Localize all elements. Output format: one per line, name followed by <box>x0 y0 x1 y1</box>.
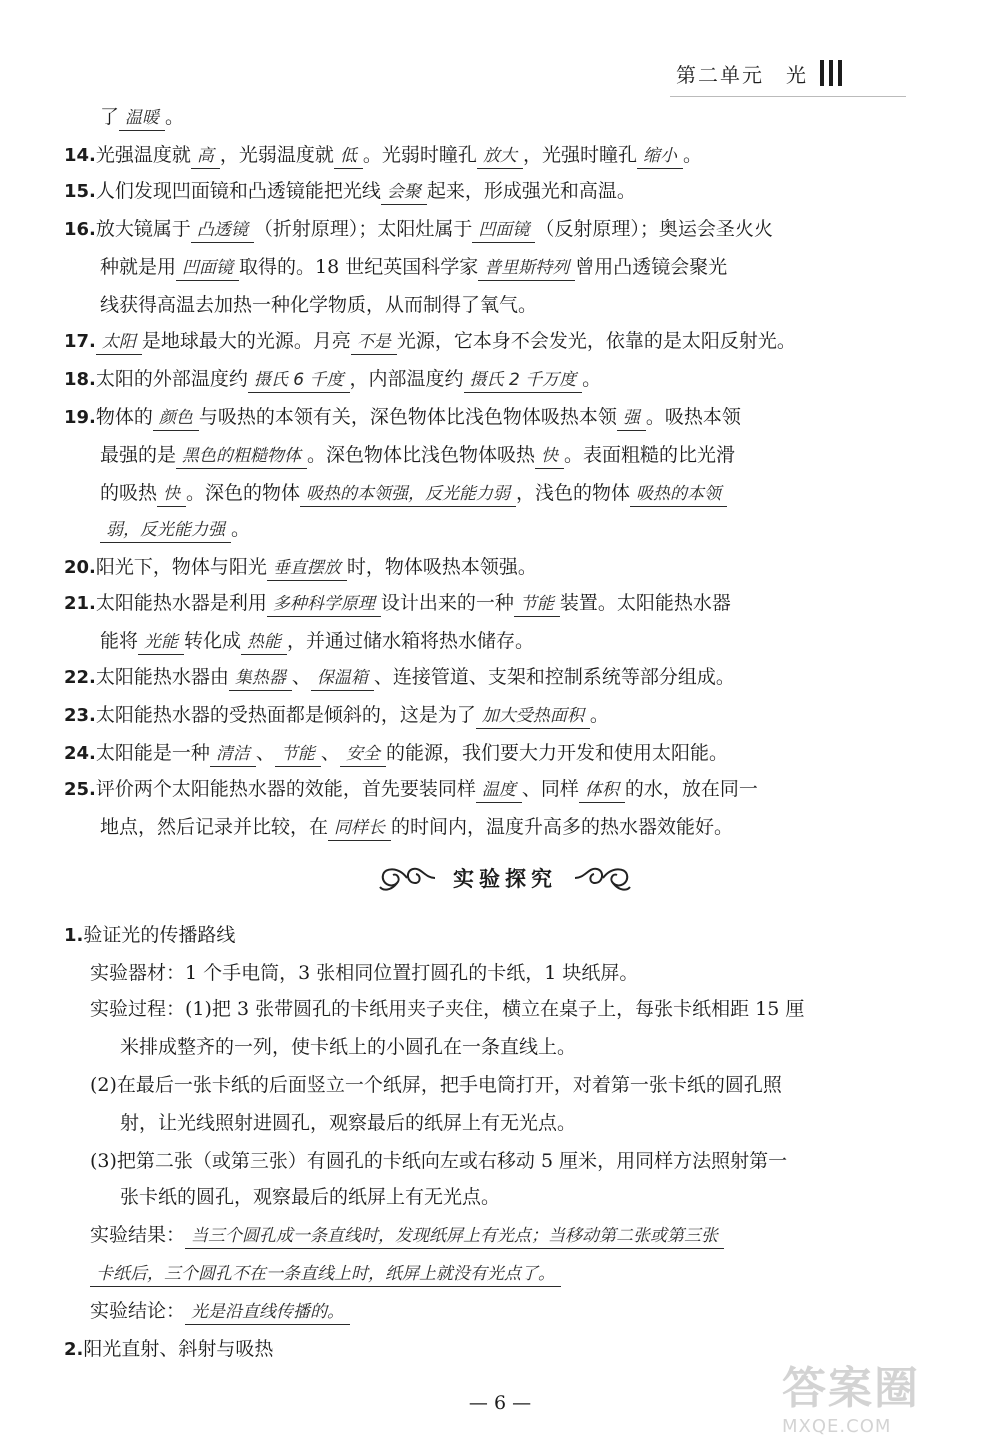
question-number: 15. <box>64 181 96 202</box>
question-text: 。 <box>589 704 609 726</box>
question-text: 射，让光线照射进圆孔，观察最后的纸屏上有无光点。 <box>120 1112 577 1134</box>
question-text: 。 <box>582 368 602 390</box>
answer-blank: 温度 <box>476 778 522 803</box>
fill-in-line <box>100 440 735 470</box>
question-number: 24. <box>64 743 96 764</box>
fill-in-line <box>64 140 702 170</box>
fill-in-line <box>64 700 609 730</box>
question-number: 16. <box>64 219 96 240</box>
question-text: 的吸热 <box>100 482 158 504</box>
answer-blank: 放大 <box>477 144 523 169</box>
answer-blank: 吸热的本领强，反光能力弱 <box>300 482 516 507</box>
fill-in-line <box>64 326 796 356</box>
answer-blank: 快 <box>157 482 186 507</box>
answer-blank: 摄氏 6 千度 <box>248 368 350 393</box>
question-text: 。深色的物体 <box>186 482 301 504</box>
question-text: 。 <box>682 144 702 166</box>
experiment-line <box>90 1146 787 1176</box>
answer-blank: 凹面镜 <box>176 256 239 281</box>
watermark-text: 答案圈 <box>782 1363 920 1414</box>
answer-blank: 高 <box>191 144 220 169</box>
question-text: (3)把第二张（或第三张）有圆孔的卡纸向左或右移动 5 厘米，用同样方法照射第一 <box>90 1150 788 1172</box>
answer-blank: 当三个圆孔成一条直线时，发现纸屏上有光点；当移动第二张或第三张 <box>185 1224 724 1249</box>
fill-in-line <box>64 774 758 804</box>
question-number: 25. <box>64 779 96 800</box>
question-text: 物体的 <box>95 406 153 428</box>
question-text: 。深色物体比浅色物体吸热 <box>307 444 536 466</box>
question-text: 转化成 <box>184 630 242 652</box>
question-text: 起来，形成强光和高温。 <box>426 180 636 202</box>
question-text: 太阳能是一种 <box>95 742 210 764</box>
question-text: 阳光直射、斜射与吸热 <box>83 1338 274 1360</box>
fill-in-line <box>100 290 537 320</box>
fill-in-line <box>64 364 601 394</box>
question-text: 线获得高温去加热一种化学物质，从而制得了氧气。 <box>100 294 538 316</box>
answer-blank: 不是 <box>351 330 397 355</box>
page-number: — 6 — <box>468 1392 532 1414</box>
question-text: 阳光下，物体与阳光 <box>95 556 267 578</box>
question-number: 21. <box>64 593 96 614</box>
question-text: 时，物体吸热本领强。 <box>346 556 537 578</box>
experiment-line <box>90 1070 782 1100</box>
experiment-line <box>64 920 235 950</box>
question-number: 2. <box>64 1339 84 1360</box>
answer-blank: 太阳 <box>96 330 142 355</box>
answer-blank: 摄氏 2 千万度 <box>464 368 583 393</box>
question-text: 、 <box>320 742 340 764</box>
fill-in-line <box>100 102 184 132</box>
answer-blank: 普里斯特列 <box>478 256 575 281</box>
answer-blank: 凸透镜 <box>191 218 254 243</box>
question-number: 14. <box>64 145 96 166</box>
answer-blank: 同样长 <box>328 816 391 841</box>
question-text: 地点，然后记录并比较，在 <box>100 816 329 838</box>
experiment-line <box>90 958 638 988</box>
answer-blank: 黑色的粗糙物体 <box>176 444 307 469</box>
question-text: 装置。太阳能热水器 <box>559 592 731 614</box>
experiment-line <box>120 1108 576 1138</box>
answer-blank: 低 <box>334 144 363 169</box>
question-text: ，内部温度约 <box>349 368 464 390</box>
answer-blank: 温暖 <box>119 106 165 131</box>
fill-in-line <box>64 402 741 432</box>
question-text: (2)在最后一张卡纸的后面竖立一个纸屏，把手电筒打开，对着第一张卡纸的圆孔照 <box>90 1074 782 1096</box>
question-number: 23. <box>64 705 96 726</box>
question-text: ，并通过储水箱将热水储存。 <box>287 630 535 652</box>
question-text: 曾用凸透镜会聚光 <box>575 256 728 278</box>
ornament-right-icon <box>573 861 633 895</box>
fill-in-line <box>100 478 727 508</box>
question-text: 太阳能热水器由 <box>95 666 229 688</box>
experiment-line <box>90 1220 724 1250</box>
question-text: 太阳能热水器的受热面都是倾斜的，这是为了 <box>95 704 476 726</box>
question-text: 光强温度就 <box>95 144 191 166</box>
question-text: 能将 <box>100 630 139 652</box>
question-text: 是地球最大的光源。月亮 <box>141 330 351 352</box>
answer-blank: 会聚 <box>381 180 427 205</box>
fill-in-line <box>64 214 773 244</box>
question-number: 17. <box>64 331 96 352</box>
question-text: ，光强时瞳孔 <box>522 144 637 166</box>
question-text: 种就是用 <box>100 256 177 278</box>
watermark-logo <box>782 1352 992 1437</box>
fill-in-line <box>64 176 636 206</box>
question-text: 。光弱时瞳孔 <box>362 144 477 166</box>
page-header <box>676 54 842 92</box>
question-text: 了 <box>100 106 120 128</box>
answer-blank: 节能 <box>275 742 321 767</box>
question-number: 20. <box>64 557 96 578</box>
question-text: 。 <box>165 106 185 128</box>
question-text: 人们发现凹面镜和凸透镜能把光线 <box>95 180 381 202</box>
fill-in-line <box>64 738 728 768</box>
question-text: 张卡纸的圆孔，观察最后的纸屏上有无光点。 <box>120 1186 501 1208</box>
fill-in-line <box>64 662 735 692</box>
question-text: （反射原理）；奥运会圣火火 <box>535 218 773 240</box>
fill-in-line <box>64 588 731 618</box>
answer-blank: 颜色 <box>153 406 199 431</box>
answer-blank: 光能 <box>138 630 184 655</box>
answer-blank: 体积 <box>579 778 625 803</box>
answer-blank: 快 <box>535 444 564 469</box>
answer-blank: 加大受热面积 <box>476 704 590 729</box>
question-text: 实验器材：1 个手电筒，3 张相同位置打圆孔的卡纸，1 块纸屏。 <box>90 962 639 984</box>
answer-blank: 强 <box>617 406 646 431</box>
watermark-url: MXQE.COM <box>782 1416 892 1437</box>
answer-blank: 凹面镜 <box>472 218 535 243</box>
question-text: 米排成整齐的一列，使卡纸上的小圆孔在一条直线上。 <box>120 1036 577 1058</box>
fill-in-line <box>100 626 534 656</box>
answer-blank: 吸热的本领 <box>630 482 727 507</box>
question-text: 、连接管道、支架和控制系统等部分组成。 <box>373 666 735 688</box>
question-text: 取得的。18 世纪英国科学家 <box>239 256 479 278</box>
question-text: 实验结论： <box>90 1300 186 1322</box>
answer-blank: 集热器 <box>229 666 292 691</box>
answer-blank: 节能 <box>514 592 560 617</box>
unit-title: 第二单元 光 <box>676 62 808 87</box>
question-number: 22. <box>64 667 96 688</box>
question-text: 光源，它本身不会发光，依靠的是太阳反射光。 <box>396 330 796 352</box>
question-text: 。 <box>231 518 251 540</box>
header-bars-icon <box>820 60 842 86</box>
question-text: 、 <box>255 742 275 764</box>
question-number: 1. <box>64 925 84 946</box>
question-text: 、同样 <box>521 778 579 800</box>
question-text: 的能源，我们要大力开发和使用太阳能。 <box>385 742 728 764</box>
answer-blank: 缩小 <box>637 144 683 169</box>
question-text: 验证光的传播路线 <box>83 924 236 946</box>
header-divider <box>670 96 906 97</box>
answer-blank: 多种科学原理 <box>267 592 381 617</box>
answer-blank: 光是沿直线传播的。 <box>185 1300 350 1325</box>
question-text: 太阳能热水器是利用 <box>95 592 267 614</box>
question-text: 放大镜属于 <box>95 218 191 240</box>
experiment-line <box>120 1032 576 1062</box>
answer-blank: 弱，反光能力强 <box>100 518 231 543</box>
question-text: 、 <box>291 666 311 688</box>
question-number: 19. <box>64 407 96 428</box>
question-text: ，光弱温度就 <box>219 144 334 166</box>
experiment-line <box>90 1258 561 1288</box>
answer-blank: 热能 <box>241 630 287 655</box>
question-text: 的水，放在同一 <box>624 778 758 800</box>
answer-blank: 安全 <box>340 742 386 767</box>
experiment-line <box>64 1334 273 1364</box>
ornament-left-icon <box>377 861 437 895</box>
experiment-line <box>120 1182 500 1212</box>
experiment-line <box>90 994 804 1024</box>
question-text: 。吸热本领 <box>645 406 741 428</box>
question-text: （折射原理）；太阳灶属于 <box>253 218 473 240</box>
answer-blank: 垂直摆放 <box>267 556 347 581</box>
answer-blank: 保温箱 <box>311 666 374 691</box>
question-text: 评价两个太阳能热水器的效能，首先要装同样 <box>95 778 476 800</box>
answer-blank: 卡纸后，三个圆孔不在一条直线上时，纸屏上就没有光点了。 <box>90 1262 561 1287</box>
fill-in-line <box>100 514 250 544</box>
fill-in-line <box>100 252 727 282</box>
question-text: 的时间内，温度升高多的热水器效能好。 <box>391 816 734 838</box>
section-title: 实验探究 <box>453 866 557 891</box>
question-text: 与吸热的本领有关，深色物体比浅色物体吸热本领 <box>198 406 617 428</box>
question-text: 实验过程：(1)把 3 张带圆孔的卡纸用夹子夹住，横立在桌子上，每张卡纸相距 15 厘 <box>90 998 805 1020</box>
question-text: 设计出来的一种 <box>380 592 514 614</box>
experiment-line <box>90 1296 350 1326</box>
answer-blank: 清洁 <box>210 742 256 767</box>
section-heading <box>360 858 650 898</box>
question-number: 18. <box>64 369 96 390</box>
question-text: 最强的是 <box>100 444 177 466</box>
question-text: 太阳的外部温度约 <box>95 368 248 390</box>
question-text: 。表面粗糙的比光滑 <box>564 444 736 466</box>
fill-in-line <box>100 812 733 842</box>
fill-in-line <box>64 552 537 582</box>
question-text: ，浅色的物体 <box>516 482 631 504</box>
question-text: 实验结果： <box>90 1224 186 1246</box>
